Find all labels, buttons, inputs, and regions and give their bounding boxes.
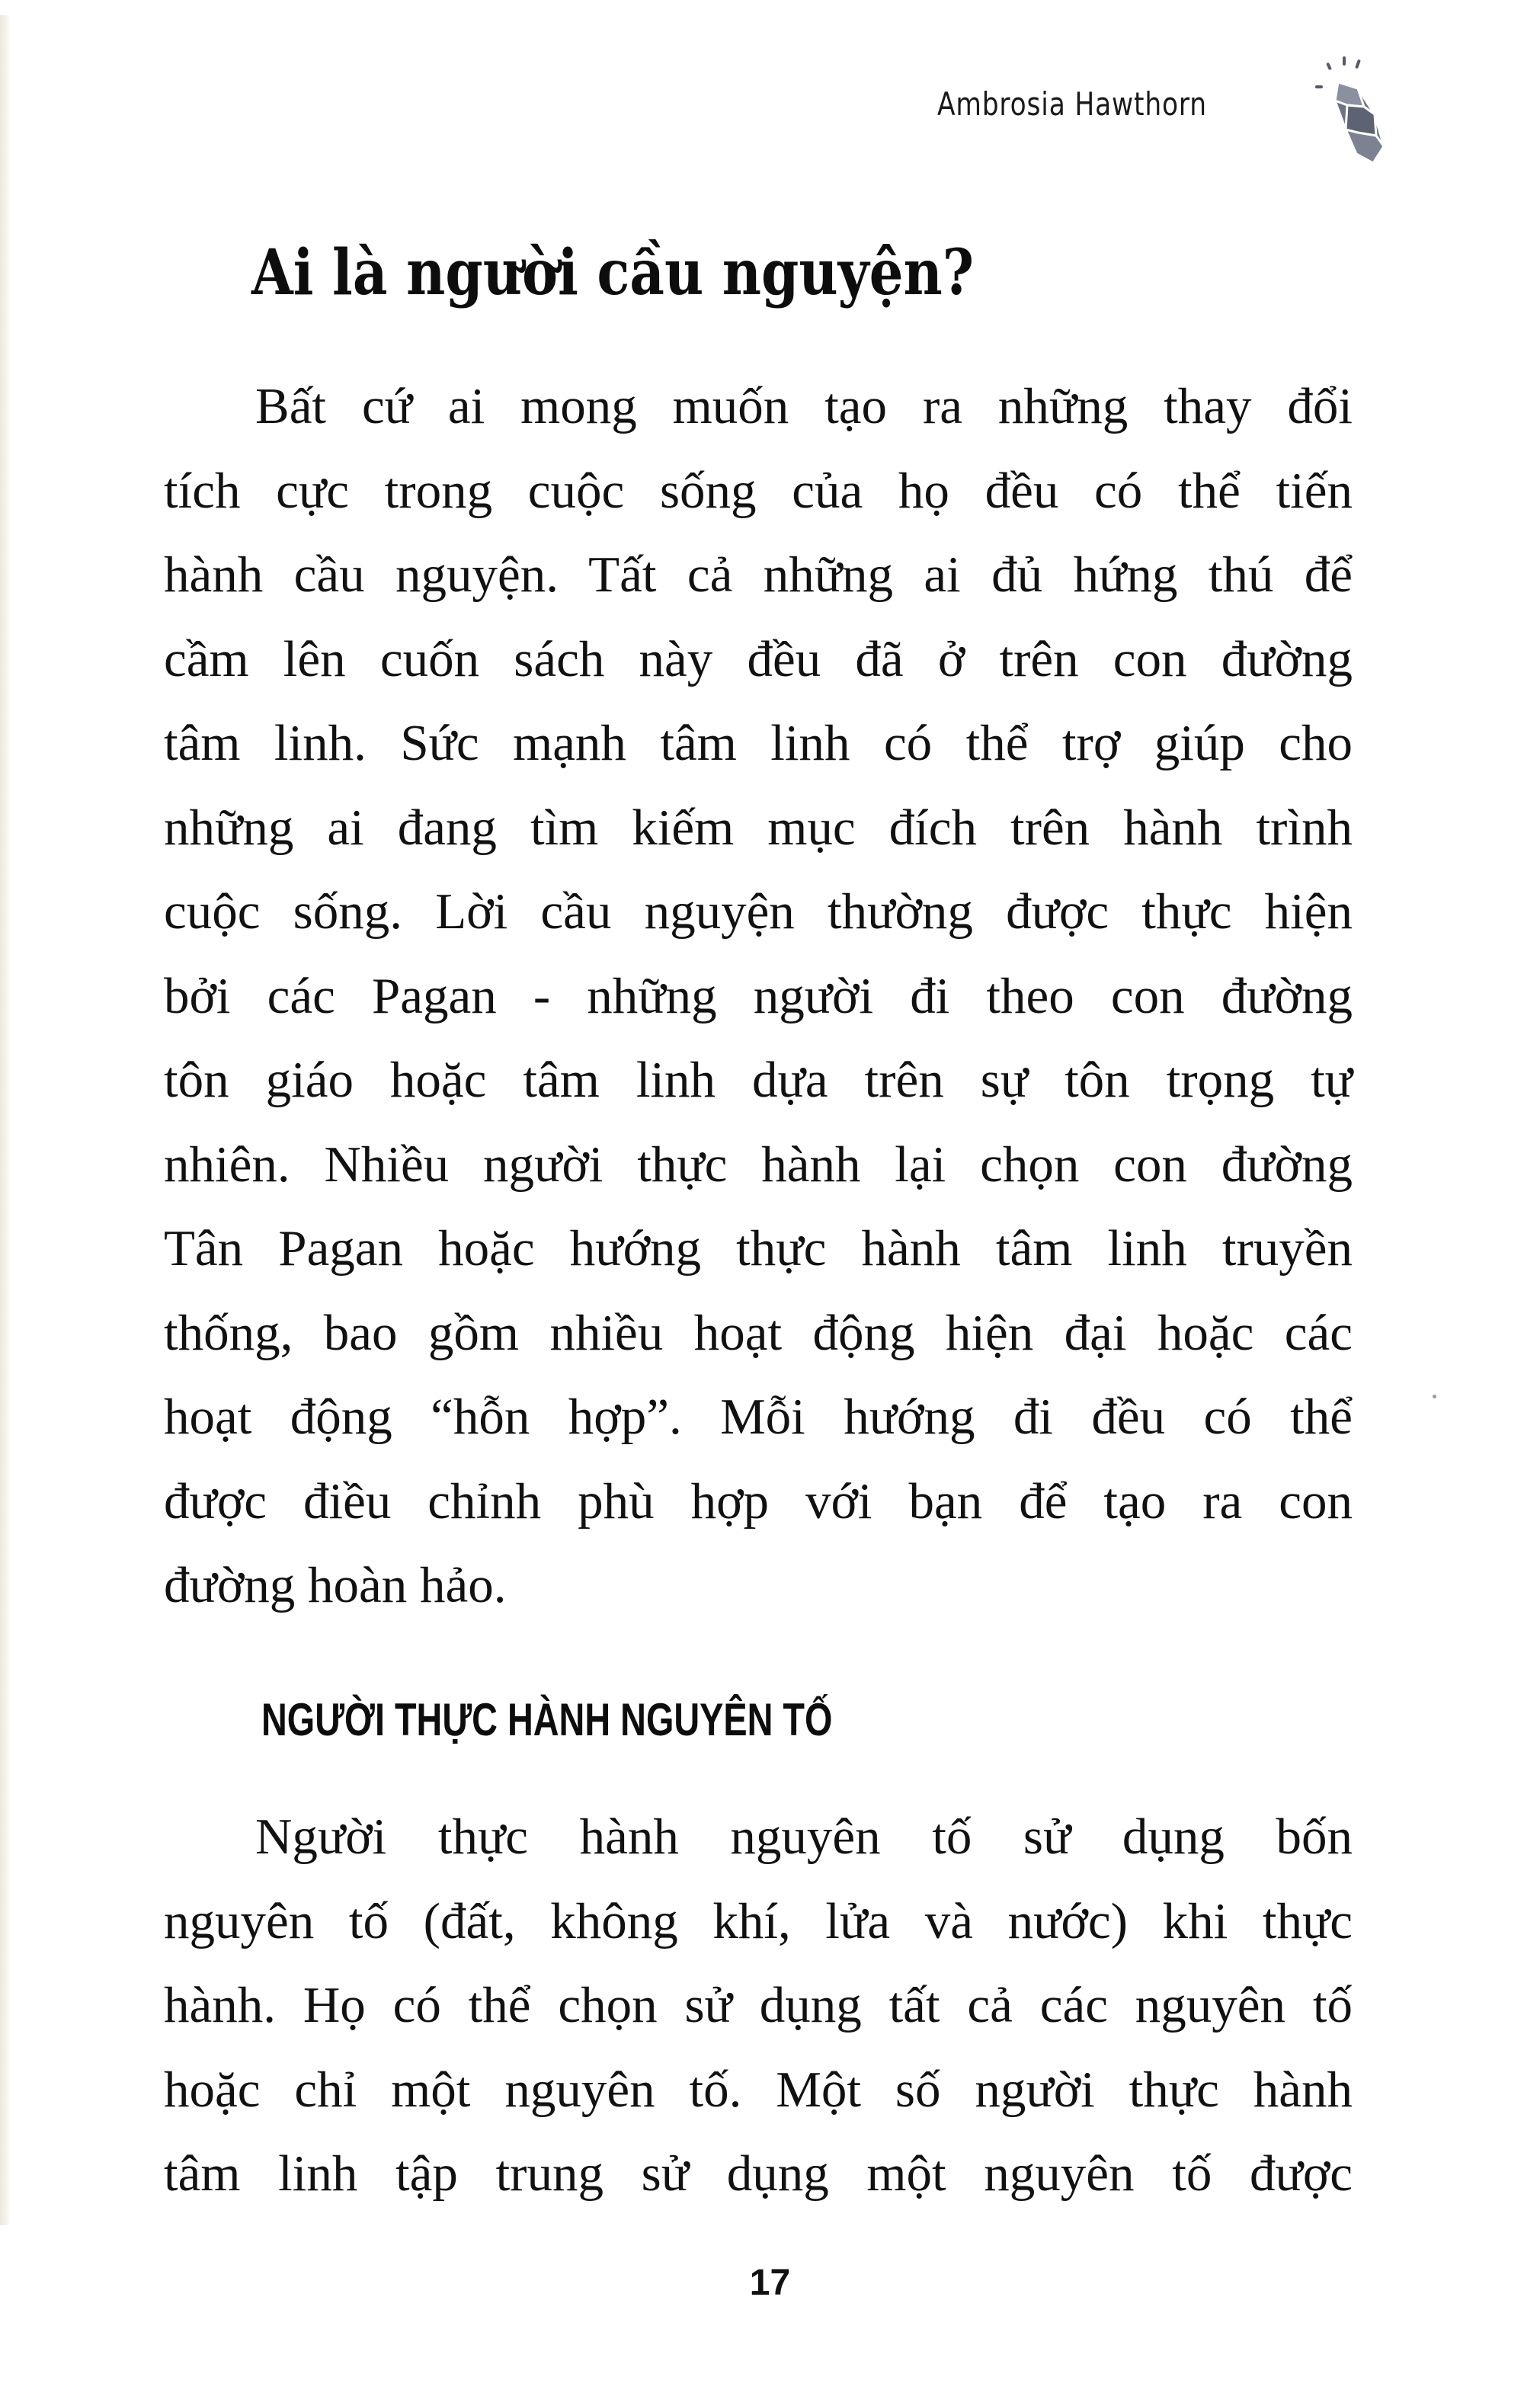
gem-icon: [1311, 56, 1394, 171]
page-edge: [0, 15, 11, 2225]
text-line: tích cực trong cuộc sống của họ đều có thể tiến: [164, 462, 1353, 519]
author-name: Ambrosia Hawthorn: [937, 85, 1207, 123]
text-line: tâm linh tập trung sử dụng một nguyên tố được: [164, 2145, 1353, 2202]
text-line: những ai đang tìm kiếm mục đích trên hành trình: [164, 799, 1353, 856]
text-line: hoặc chỉ một nguyên tố. Một số người thực hành: [164, 2061, 1353, 2118]
text-line: Người thực hành nguyên tố sử dụng bốn: [255, 1808, 1353, 1865]
text-line: đường hoàn hảo.: [164, 1557, 507, 1613]
text-line: nhiên. Nhiều người thực hành lại chọn con đường: [164, 1136, 1353, 1193]
body-paragraph: [164, 1795, 1353, 2216]
text-line: cuộc sống. Lời cầu nguyện thường được thực hiện: [164, 883, 1353, 940]
print-speck: [1433, 1395, 1436, 1398]
text-line: được điều chỉnh phù hợp với bạn để tạo ra con: [164, 1472, 1353, 1530]
text-line: nguyên tố (đất, không khí, lửa và nước) khi thực: [164, 1892, 1353, 1949]
section-heading: NGƯỜI THỰC HÀNH NGUYÊN TỐ: [261, 1694, 833, 1745]
text-line: hoạt động “hỗn hợp”. Mỗi hướng đi đều có thể: [164, 1389, 1353, 1445]
text-line: Bất cứ ai mong muốn tạo ra những thay đổi: [255, 378, 1353, 434]
text-line: tâm linh. Sức mạnh tâm linh có thể trợ giúp cho: [164, 715, 1353, 771]
text-line: hành cầu nguyện. Tất cả những ai đủ hứng thú để: [164, 546, 1353, 603]
running-header: [937, 85, 1266, 123]
text-line: hành. Họ có thể chọn sử dụng tất cả các nguyên tố: [164, 1977, 1353, 2033]
body-paragraph: [164, 364, 1353, 1628]
text-line: cầm lên cuốn sách này đều đã ở trên con đường: [164, 630, 1353, 687]
text-line: Tân Pagan hoặc hướng thực hành tâm linh truyền: [164, 1220, 1353, 1277]
text-line: thống, bao gồm nhiều hoạt động hiện đại hoặc các: [164, 1304, 1353, 1361]
text-line: bởi các Pagan - những người đi theo con đường: [164, 967, 1353, 1024]
chapter-title: Ai là người cầu nguyện?: [251, 236, 975, 309]
text-line: tôn giáo hoặc tâm linh dựa trên sự tôn trọng tự: [164, 1052, 1353, 1108]
page-number: 17: [749, 2263, 791, 2303]
